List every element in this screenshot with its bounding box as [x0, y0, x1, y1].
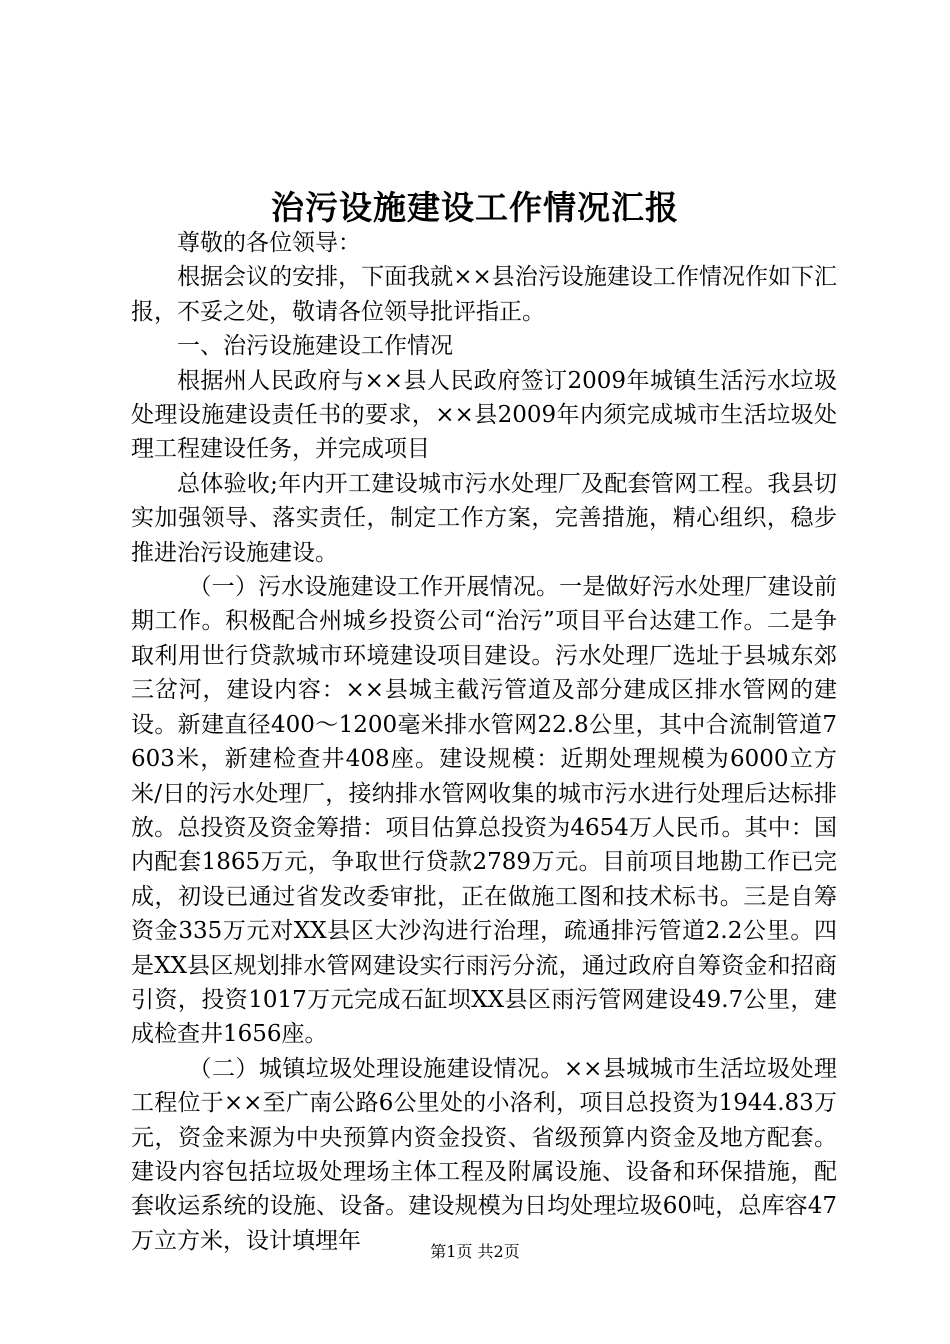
paragraph-intro: 根据会议的安排，下面我就××县治污设施建设工作情况作如下汇报，不妥之处，敬请各位领导批评指正。 [131, 264, 837, 325]
document-body [131, 226, 837, 1258]
paragraph-acceptance: 总体验收;年内开工建设城市污水处理厂及配套管网工程。我县切实加强领导、落实责任，制定工作方案，完善措施，精心组织，稳步推进治污设施建设。 [131, 470, 837, 566]
paragraph-responsibility: 根据州人民政府与××县人民政府签订2009年城镇生活污水垃圾处理设施建设责任书的要求，××县2009年内须完成城市生活垃圾处理工程建设任务，并完成项目 [131, 367, 837, 463]
page-footer: 第1页 共2页 [430, 1242, 520, 1261]
salutation: 尊敬的各位领导： [177, 230, 361, 256]
paragraph-garbage: （二）城镇垃圾处理设施建设情况。××县城城市生活垃圾处理工程位于××至广南公路6公里处的小洛利，项目总投资为1944.83万元，资金来源为中央预算内资金投资、省级预算内资金及地方配套。建设内容包括垃圾处理场主体工程及附属设施、设备和环保措施，配套收运系统的设施、设备。建设规模为日均处理垃圾60吨，总库容47万立方米，设计填埋年 [131, 1055, 837, 1254]
document-title: 治污设施建设工作情况汇报 [271, 188, 679, 227]
section-heading: 一、治污设施建设工作情况 [177, 333, 453, 360]
paragraph-sewage: （一）污水设施建设工作开展情况。一是做好污水处理厂建设前期工作。积极配合州城乡投资公司“治污”项目平台达建工作。二是争取利用世行贷款城市环境建设项目建设。污水处理厂选址于县城东郊三岔河，建设内容：××县城主截污管道及部分建成区排水管网的建设。新建直径400～1200毫米排水管网22.8公里，其中合流制管道7603米，新建检查井408座。建设规模：近期处理规模为6000立方米/日的污水处理厂，接纳排水管网收集的城市污水进行处理后达标排放。总投资及资金筹措：项目估算总投资为4654万人民币。其中：国内配套1865万元，争取世行贷款2789万元。目前项目地勘工作已完成，初设已通过省发改委审批，正在做施工图和技术标书。三是自筹资金335万元对XX县区大沙沟进行治理，疏通排污管道2.2公里。四是XX县区规划排水管网建设实行雨污分流，通过政府自筹资金和招商引资，投资1017万元完成石缸坝XX县区雨污管网建设49.7公里，建成检查井1656座。 [131, 574, 837, 1048]
